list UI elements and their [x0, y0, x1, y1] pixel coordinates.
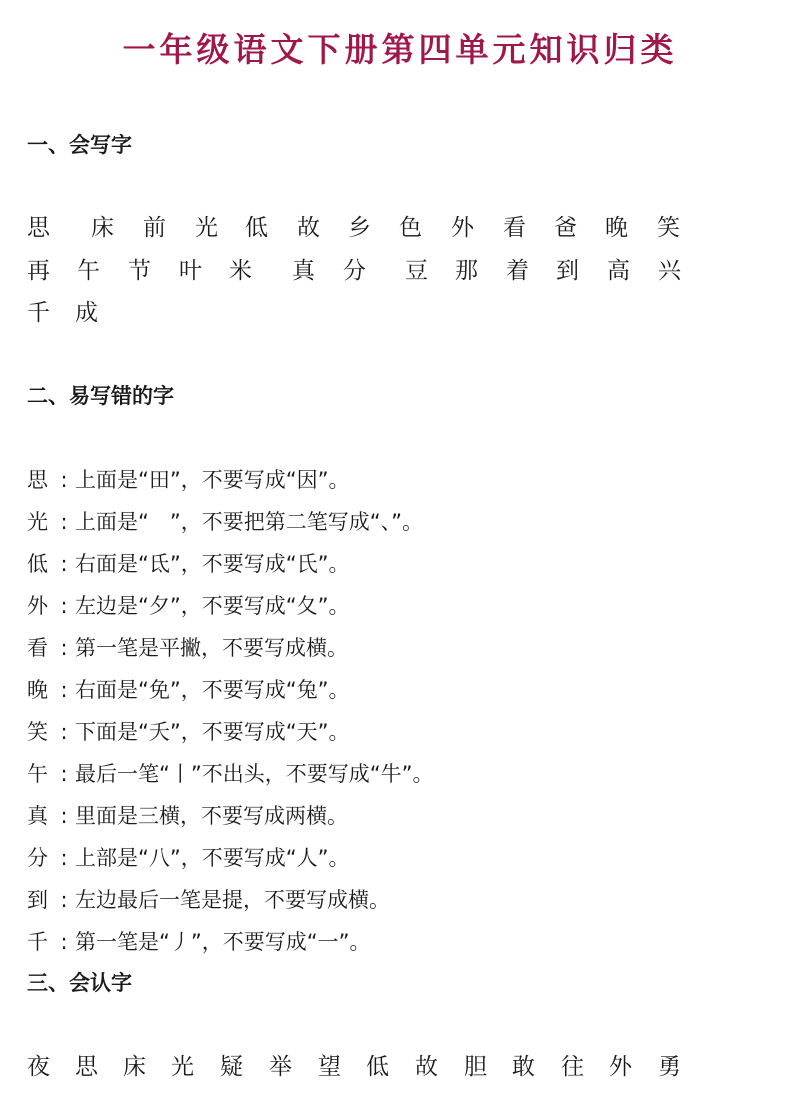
char: 高 [607, 258, 630, 284]
char: 往 [561, 1054, 584, 1080]
char: 举 [269, 1054, 292, 1080]
error-note: 千 : 第一笔是“丿”，不要写成“一”。 [27, 927, 371, 957]
error-note: 真 : 里面是三横，不要写成两横。 [27, 801, 348, 831]
char: 兴 [658, 258, 681, 284]
error-note: 笑 : 下面是“夭”，不要写成“天”。 [27, 717, 350, 747]
char: 到 [556, 258, 579, 284]
error-note: 午 : 最后一笔“丨”不出头，不要写成“牛”。 [27, 759, 434, 789]
note-char: 晚 [27, 678, 48, 702]
error-note: 晚 : 右面是“免”，不要写成“兔”。 [27, 675, 350, 705]
char: 笑 [657, 215, 680, 241]
note-text: 里面是三横，不要写成两横。 [75, 804, 348, 828]
note-text: 右面是“免”，不要写成“兔”。 [75, 678, 350, 702]
error-note: 外 : 左边是“夕”，不要写成“夂”。 [27, 591, 350, 621]
error-note: 思 : 上面是“田”，不要写成“因”。 [27, 465, 350, 495]
note-char: 千 [27, 930, 48, 954]
char: 乡 [348, 215, 371, 241]
note-text: 下面是“夭”，不要写成“天”。 [75, 720, 350, 744]
char: 外 [451, 215, 474, 241]
char: 疑 [220, 1054, 243, 1080]
char: 节 [128, 258, 151, 284]
char: 光 [195, 215, 218, 241]
char: 千 [27, 300, 50, 326]
char: 敢 [512, 1054, 535, 1080]
note-char: 看 [27, 636, 48, 660]
note-text: 第一笔是“丿”，不要写成“一”。 [75, 930, 371, 954]
note-char: 低 [27, 552, 48, 576]
note-text: 第一笔是平撇，不要写成横。 [75, 636, 348, 660]
char: 叶 [179, 258, 202, 284]
note-text: 左边是“夕”，不要写成“夂”。 [75, 594, 350, 618]
char: 分 [343, 258, 366, 284]
note-text: 上面是“ ”，不要把第二笔写成“、”。 [75, 510, 424, 534]
char: 故 [297, 215, 320, 241]
char: 低 [366, 1054, 389, 1080]
char: 前 [143, 215, 166, 241]
error-note: 分 : 上部是“八”，不要写成“人”。 [27, 843, 350, 873]
char: 晚 [605, 215, 628, 241]
char: 床 [123, 1054, 146, 1080]
section-heading-errors: 二、易写错的字 [27, 384, 174, 408]
char: 豆 [405, 258, 428, 284]
char: 午 [77, 258, 100, 284]
char: 床 [91, 215, 114, 241]
char: 夜 [27, 1054, 50, 1080]
char: 再 [27, 258, 50, 284]
note-text: 左边最后一笔是提，不要写成横。 [75, 888, 390, 912]
error-note: 光 : 上面是“ ”，不要把第二笔写成“、”。 [27, 507, 423, 537]
note-char: 分 [27, 846, 48, 870]
section-heading-recognize: 三、会认字 [27, 971, 132, 995]
note-char: 笑 [27, 720, 48, 744]
note-char: 到 [27, 888, 48, 912]
note-text: 上部是“八”，不要写成“人”。 [75, 846, 350, 870]
char: 真 [292, 258, 315, 284]
char: 看 [503, 215, 526, 241]
error-note: 到 : 左边最后一笔是提，不要写成横。 [27, 885, 390, 915]
char: 成 [75, 300, 98, 326]
error-note: 低 : 右面是“氐”，不要写成“氏”。 [27, 549, 350, 579]
char: 爸 [554, 215, 577, 241]
note-char: 真 [27, 804, 48, 828]
char: 思 [27, 215, 50, 241]
char: 光 [171, 1054, 194, 1080]
page-title: 一年级语文下册第四单元知识归类 [122, 30, 678, 69]
char: 色 [399, 215, 422, 241]
char: 米 [229, 258, 252, 284]
char: 望 [318, 1054, 341, 1080]
note-char: 光 [27, 510, 48, 534]
char: 着 [506, 258, 529, 284]
char: 勇 [658, 1054, 681, 1080]
note-text: 最后一笔“丨”不出头，不要写成“牛”。 [75, 762, 434, 786]
note-char: 思 [27, 468, 48, 492]
char: 故 [415, 1054, 438, 1080]
char: 胆 [464, 1054, 487, 1080]
char: 那 [455, 258, 478, 284]
char: 低 [245, 215, 268, 241]
note-text: 右面是“氐”，不要写成“氏”。 [75, 552, 350, 576]
error-note: 看 : 第一笔是平撇，不要写成横。 [27, 633, 348, 663]
note-char: 外 [27, 594, 48, 618]
char: 思 [75, 1054, 98, 1080]
note-text: 上面是“田”，不要写成“因”。 [75, 468, 350, 492]
section-heading-write: 一、会写字 [27, 133, 132, 157]
note-char: 午 [27, 762, 48, 786]
char: 外 [609, 1054, 632, 1080]
